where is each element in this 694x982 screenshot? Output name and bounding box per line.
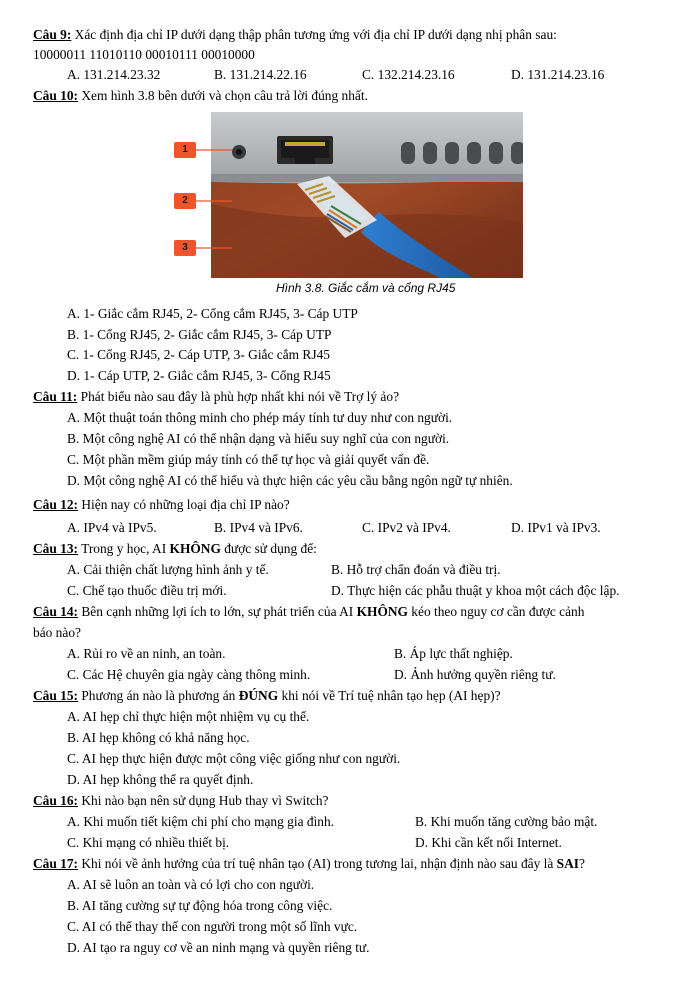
question-11-number: Câu 11: bbox=[33, 389, 78, 404]
question-16-stem bbox=[33, 793, 329, 809]
question-14-stem bbox=[33, 604, 584, 620]
q10-option-b[interactable]: B. 1- Cổng RJ45, 2- Giắc cắm RJ45, 3- Cáp UTP bbox=[67, 327, 332, 342]
q14-option-b[interactable]: B. Áp lực thất nghiệp. bbox=[394, 646, 513, 661]
q14-option-d[interactable]: D. Ảnh hưởng quyền riêng tư. bbox=[394, 667, 556, 682]
question-14-text-pre: Bên cạnh những lợi ích to lớn, sự phát triển của AI bbox=[78, 604, 357, 619]
question-15-text-pre: Phương án nào là phương án bbox=[78, 688, 239, 703]
figure-label-1-outer: 1 bbox=[174, 142, 196, 158]
question-15-text-post: khi nói về Trí tuệ nhân tạo hẹp (AI hẹp)? bbox=[278, 688, 501, 703]
question-16-text: Khi nào bạn nên sử dụng Hub thay vì Switch? bbox=[78, 793, 329, 808]
question-17-text-post: ? bbox=[579, 856, 585, 871]
question-13-text-post: được sử dụng để: bbox=[220, 541, 317, 556]
q10-option-a[interactable]: A. 1- Giắc cắm RJ45, 2- Cổng cắm RJ45, 3- Cáp UTP bbox=[67, 306, 358, 321]
q15-option-d[interactable]: D. AI hẹp không thể ra quyết định. bbox=[67, 772, 254, 787]
q13-option-c[interactable]: C. Chế tạo thuốc điều trị mới. bbox=[67, 583, 227, 598]
q14-option-c[interactable]: C. Các Hệ chuyên gia ngày càng thông minh. bbox=[67, 667, 311, 682]
q16-option-a[interactable]: A. Khi muốn tiết kiệm chi phí cho mạng gia đình. bbox=[67, 814, 335, 829]
question-11-text: Phát biểu nào sau đây là phù hợp nhất khi nói về Trợ lý ảo? bbox=[77, 389, 400, 404]
question-14-keyword: KHÔNG bbox=[356, 604, 408, 619]
question-15-keyword: ĐÚNG bbox=[238, 688, 279, 703]
question-12-number: Câu 12: bbox=[33, 497, 79, 512]
q15-option-b[interactable]: B. AI hẹp không có khả năng học. bbox=[67, 730, 250, 745]
question-17-text-pre: Khi nói về ảnh hưởng của trí tuệ nhân tạo (AI) trong tương lai, nhận định nào sau đây là bbox=[78, 856, 557, 871]
question-12-stem bbox=[33, 497, 290, 513]
q9-option-a[interactable]: A. 131.214.23.32 bbox=[67, 67, 161, 82]
rj45-figure bbox=[211, 112, 523, 278]
rj45-photo bbox=[211, 112, 523, 278]
question-14-stem-line2: báo nào? bbox=[33, 625, 81, 640]
q15-option-c[interactable]: C. AI hẹp thực hiện được một công việc giống như con người. bbox=[67, 751, 401, 766]
q17-option-c[interactable]: C. AI có thể thay thế con người trong một số lĩnh vực. bbox=[67, 919, 358, 934]
q15-option-a[interactable]: A. AI hẹp chỉ thực hiện một nhiệm vụ cụ thể. bbox=[67, 709, 310, 724]
q10-option-d[interactable]: D. 1- Cáp UTP, 2- Giắc cắm RJ45, 3- Cổng RJ45 bbox=[67, 368, 331, 383]
q9-option-d[interactable]: D. 131.214.23.16 bbox=[511, 67, 605, 82]
q13-option-d[interactable]: D. Thực hiện các phẫu thuật y khoa một cách độc lập. bbox=[331, 583, 620, 598]
question-13-text-pre: Trong y học, AI bbox=[78, 541, 170, 556]
question-9-binary: 10000011 11010110 00010111 00010000 bbox=[33, 47, 255, 62]
question-10-number: Câu 10: bbox=[33, 88, 79, 103]
q16-option-d[interactable]: D. Khi cần kết nối Internet. bbox=[415, 835, 562, 850]
q12-option-b[interactable]: B. IPv4 và IPv6. bbox=[214, 520, 303, 535]
question-11-stem bbox=[33, 389, 399, 405]
question-15-stem bbox=[33, 688, 501, 704]
q9-option-b[interactable]: B. 131.214.22.16 bbox=[214, 67, 307, 82]
q11-option-b[interactable]: B. Một công nghệ AI có thể nhận dạng và hiểu suy nghĩ của con người. bbox=[67, 431, 450, 446]
question-10-stem bbox=[33, 88, 368, 104]
q13-option-b[interactable]: B. Hỗ trợ chẩn đoán và điều trị. bbox=[331, 562, 501, 577]
q11-option-a[interactable]: A. Một thuật toán thông minh cho phép máy tính tư duy như con người. bbox=[67, 410, 453, 425]
figure-leader-lines bbox=[196, 112, 236, 278]
q11-option-d[interactable]: D. Một công nghệ AI có thể hiểu và thực hiện các yêu cầu bằng ngôn ngữ tự nhiên. bbox=[67, 473, 513, 488]
question-9-text: Xác định địa chỉ IP dưới dạng thập phân tương ứng với địa chỉ IP dưới dạng nhị phân sau: bbox=[71, 27, 557, 42]
q13-option-a[interactable]: A. Cải thiện chất lượng hình ảnh y tế. bbox=[67, 562, 269, 577]
question-16-number: Câu 16: bbox=[33, 793, 79, 808]
question-17-number: Câu 17: bbox=[33, 856, 79, 871]
question-9-stem bbox=[33, 27, 557, 43]
q16-option-c[interactable]: C. Khi mạng có nhiều thiết bị. bbox=[67, 835, 230, 850]
q17-option-a[interactable]: A. AI sẽ luôn an toàn và có lợi cho con người. bbox=[67, 877, 315, 892]
figure-caption: Hình 3.8. Giắc cắm và cổng RJ45 bbox=[276, 281, 456, 295]
question-12-text: Hiện nay có những loại địa chỉ IP nào? bbox=[78, 497, 290, 512]
question-10-text: Xem hình 3.8 bên dưới và chọn câu trả lời đúng nhất. bbox=[78, 88, 368, 103]
question-14-number: Câu 14: bbox=[33, 604, 79, 619]
q16-option-b[interactable]: B. Khi muốn tăng cường bảo mật. bbox=[415, 814, 598, 829]
figure-label-2-outer: 2 bbox=[174, 193, 196, 209]
question-14-text-post: kéo theo nguy cơ cần được cảnh bbox=[407, 604, 585, 619]
q17-option-d[interactable]: D. AI tạo ra nguy cơ về an ninh mạng và quyền riêng tư. bbox=[67, 940, 370, 955]
question-15-number: Câu 15: bbox=[33, 688, 79, 703]
question-13-keyword: KHÔNG bbox=[169, 541, 221, 556]
question-13-number: Câu 13: bbox=[33, 541, 79, 556]
q12-option-d[interactable]: D. IPv1 và IPv3. bbox=[511, 520, 601, 535]
q12-option-a[interactable]: A. IPv4 và IPv5. bbox=[67, 520, 157, 535]
q11-option-c[interactable]: C. Một phần mềm giúp máy tính có thể tự học và giải quyết vấn đề. bbox=[67, 452, 430, 467]
q10-option-c[interactable]: C. 1- Cổng RJ45, 2- Cáp UTP, 3- Giắc cắm RJ45 bbox=[67, 347, 330, 362]
q12-option-c[interactable]: C. IPv2 và IPv4. bbox=[362, 520, 451, 535]
figure-label-3-outer: 3 bbox=[174, 240, 196, 256]
q14-option-a[interactable]: A. Rủi ro về an ninh, an toàn. bbox=[67, 646, 226, 661]
question-17-stem bbox=[33, 856, 585, 872]
q9-option-c[interactable]: C. 132.214.23.16 bbox=[362, 67, 455, 82]
q17-option-b[interactable]: B. AI tăng cường sự tự động hóa trong công việc. bbox=[67, 898, 333, 913]
question-13-stem bbox=[33, 541, 317, 557]
question-17-keyword: SAI bbox=[556, 856, 579, 871]
question-9-number: Câu 9: bbox=[33, 27, 72, 42]
